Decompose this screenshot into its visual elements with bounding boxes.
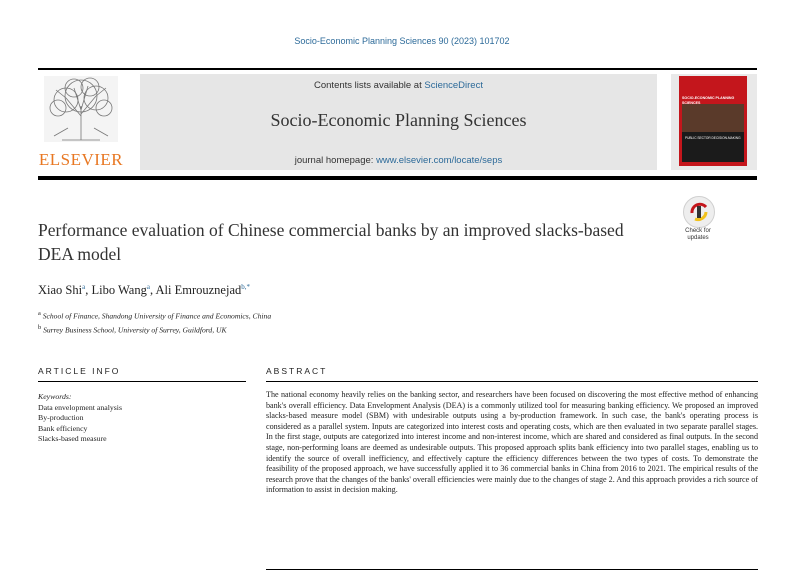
author-affiliation-marker[interactable]: a xyxy=(82,283,86,291)
sciencedirect-link[interactable]: ScienceDirect xyxy=(424,80,483,91)
affiliation-marker: a xyxy=(38,310,41,317)
keyword-item: Slacks-based measure xyxy=(38,434,107,443)
publisher-wordmark: ELSEVIER xyxy=(38,150,124,169)
abstract-rule xyxy=(266,381,758,382)
author-name[interactable]: Xiao Shi xyxy=(38,283,83,298)
homepage-link[interactable]: www.elsevier.com/locate/seps xyxy=(376,155,503,166)
keywords-label: Keywords: xyxy=(38,392,72,401)
affiliation-item xyxy=(38,322,271,336)
article-title: Performance evaluation of Chinese commercial banks by an improved slacks-based DEA model xyxy=(38,220,624,264)
article-info-rule xyxy=(38,381,246,382)
keyword-item: Data envelopment analysis xyxy=(38,402,123,412)
homepage-prefix: journal homepage: xyxy=(294,155,377,166)
author-name[interactable]: Ali Emrouznejad xyxy=(155,283,242,298)
check-updates-icon xyxy=(683,196,715,228)
author-name[interactable]: Libo Wang xyxy=(91,283,147,298)
affiliations xyxy=(38,308,271,335)
cover-title: SOCIO-ECONOMIC PLANNING SCIENCES xyxy=(682,96,735,105)
article-info-heading: ARTICLE INFO xyxy=(38,366,121,376)
journal-title: Socio-Economic Planning Sciences xyxy=(270,110,527,130)
affiliation-item xyxy=(38,308,271,322)
contents-availability xyxy=(140,80,657,91)
cover-photo xyxy=(682,104,744,132)
cover-subtitle: PUBLIC SECTOR DECISION-MAKING xyxy=(685,136,741,140)
keywords-block xyxy=(38,392,248,445)
check-updates-label: Check for updates xyxy=(685,228,711,241)
elsevier-tree-icon xyxy=(44,76,118,142)
header-bottom-rule xyxy=(38,176,757,180)
abstract-text: The national economy heavily relies on the banking sector, and researchers have been focused on discovering the most effective method of enhancing bank's overall efficiency. Data Envelopment Analysis (DEA) is a commonly utilized tool for measuring banking efficiency. We proposed an improved slacks-based measure model (SBM) with undesirable outputs using a by-production framework. In such case, the bank's operating process is considered as a parallel system. Inputs are categorized into interest costs and operating costs, which are then evaluated in two separate parallel stages. In the first stage, outputs are categorized into interest income and non-interest income, which are shared and considered as final outputs. In the second stage, non-performing loans are deemed as undesirable outputs. This proposed approach splits bank efficiency into two parallel stages, enabling us to identify the source of overall inefficiency, and effectively capture the efficiency differences between the two types of costs. To demonstrate the feasibility of the proposed approach, we have successfully applied it to 36 commercial banks in China from 2016 to 2021. The empirical results of the research prove that the changes of the banks' overall efficiencies were mainly due to the changes of stage 2. And this approach provides a rich source of information to assist in decision making. xyxy=(266,390,758,495)
affiliation-text: School of Finance, Shandong University of Finance and Economics, China xyxy=(42,311,272,321)
affiliation-marker: b xyxy=(38,323,42,331)
keyword-item: By-production xyxy=(38,413,84,422)
cover-artwork xyxy=(679,76,747,166)
journal-homepage xyxy=(140,155,657,166)
affiliation-text: Surrey Business School, University of Surrey, Guildford, UK xyxy=(43,325,227,335)
contents-prefix: Contents lists available at xyxy=(314,80,425,91)
journal-cover[interactable] xyxy=(671,74,757,170)
header-top-rule xyxy=(38,68,757,70)
keyword-item: Bank efficiency xyxy=(38,423,88,433)
check-for-updates-badge[interactable] xyxy=(678,196,718,240)
journal-banner xyxy=(140,74,657,170)
author-list: Xiao Shi$^a$, Libo Wang$^a$, Ali Emrouznejad$^{b,*}$ xyxy=(38,283,250,298)
elsevier-logo[interactable] xyxy=(38,74,124,172)
journal-reference[interactable]: Socio-Economic Planning Sciences 90 (2023) 101702 xyxy=(294,36,510,46)
abstract-bottom-rule xyxy=(266,569,758,570)
abstract-heading: ABSTRACT xyxy=(266,366,328,376)
author-affiliation-marker[interactable]: b,* xyxy=(241,283,250,291)
author-affiliation-marker[interactable]: a xyxy=(146,283,150,291)
